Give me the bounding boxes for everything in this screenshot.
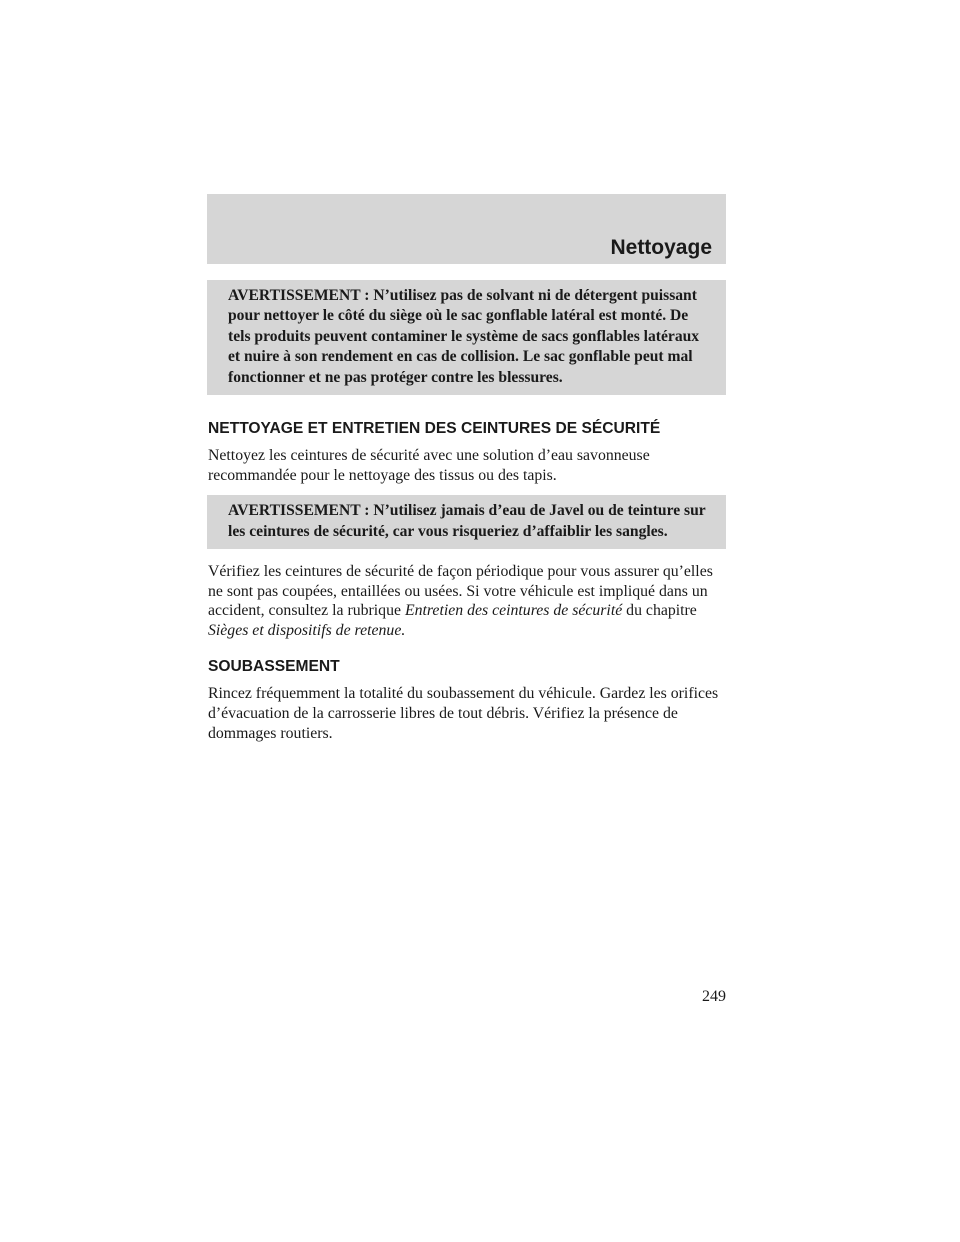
page-content bbox=[207, 280, 726, 743]
reference-connector-text: du chapitre bbox=[622, 602, 697, 620]
seatbelt-section-heading: NETTOYAGE ET ENTRETIEN DES CEINTURES DE SÉCURITÉ bbox=[208, 420, 661, 438]
seatbelt-inspection-paragraph bbox=[207, 562, 726, 640]
seatbelt-bleach-warning: AVERTISSEMENT : N’utilisez jamais d’eau de Javel ou de teinture sur les ceintures de sécurité, car vous risqueriez d’affaiblir les sangles. bbox=[207, 495, 726, 549]
seatbelt-cleaning-paragraph: Nettoyez les ceintures de sécurité avec une solution d’eau savonneuse recommandée pour le nettoyage des tissus ou des tapis. bbox=[208, 447, 650, 484]
underbody-section-heading: SOUBASSEMENT bbox=[208, 658, 340, 676]
seats-restraints-chapter-reference: Sièges et dispositifs de retenue. bbox=[208, 621, 406, 639]
seatbelt-maintenance-reference: Entretien des ceintures de sécurité bbox=[404, 602, 623, 620]
side-airbag-warning: AVERTISSEMENT : N’utilisez pas de solvant ni de détergent puissant pour nettoyer le côté du siège où le sac gonflable latéral est monté. De tels produits peuvent contaminer le système de sacs gonflables latéraux et nuire à son rendement en cas de collision. Le sac gonflable peut mal fonctionner et ne pas protéger contre les blessures. bbox=[207, 280, 726, 395]
chapter-title: Nettoyage bbox=[610, 236, 712, 259]
underbody-paragraph: Rincez fréquemment la totalité du soubassement du véhicule. Gardez les orifices d’évacuation de la carrosserie libres de tout débris. Vérifiez la présence de dommages routiers. bbox=[208, 685, 719, 742]
chapter-header bbox=[207, 194, 726, 264]
seatbelt-inspection-text: Vérifiez les ceintures de sécurité de façon périodique pour vous assurer qu’elles ne sont pas coupées, entaillées ou usées. Si votre véhicule est impliqué dans un accident, consultez la rubrique bbox=[208, 563, 713, 620]
page-number: 249 bbox=[702, 988, 726, 1005]
